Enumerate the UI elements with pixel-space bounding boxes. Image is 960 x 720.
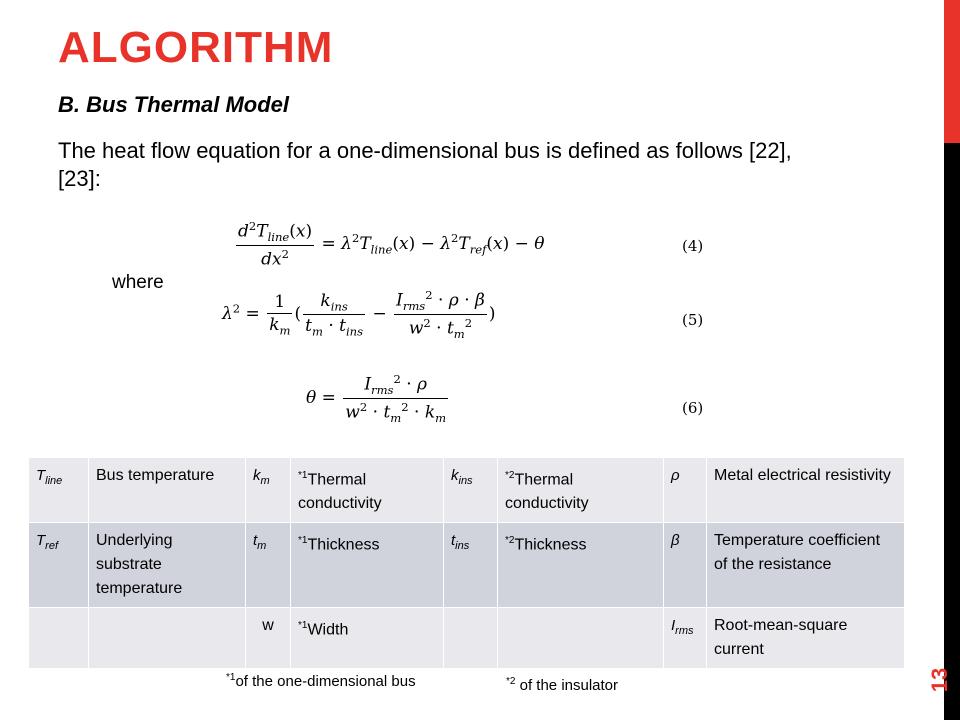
table-row xyxy=(29,523,905,608)
table-cell: $T_{line}$ xyxy=(29,458,89,523)
table-cell xyxy=(498,608,664,669)
table-cell: $^{*2}$Thickness xyxy=(498,523,664,608)
table-cell: β xyxy=(664,523,707,608)
equation-5-number: (5) xyxy=(682,311,704,329)
equation-4: $\frac{d^2T_{line}(x)}{dx^2}$ = $\lambda^2T_{line}(x) - \lambda^2T_{ref}(x) - \theta$ xyxy=(238,219,545,270)
table-cell: Bus temperature xyxy=(89,458,246,523)
table-cell: $I_{rms}$ xyxy=(664,608,707,669)
slide-title: ALGORITHM xyxy=(58,23,334,72)
table-cell xyxy=(89,608,246,669)
equation-6-number: (6) xyxy=(682,399,704,417)
table-cell: Metal electrical resistivity xyxy=(707,458,905,523)
table-cell: $^{*1}$Width xyxy=(291,608,444,669)
table-cell: w xyxy=(246,608,291,669)
table-cell: $t_{ins}$ xyxy=(444,523,498,608)
table-cell: Root-mean-square current xyxy=(707,608,905,669)
table-cell xyxy=(29,608,89,669)
table-cell xyxy=(444,608,498,669)
table-cell: Underlying substrate temperature xyxy=(89,523,246,608)
equation-5: $\lambda^2$ = $\frac{1}{k_m}$ ( $\frac{k_{ins}}{t_m \cdot t_{ins}}$ − $\frac{I_{rms}^2 \cdot \rho \cdot \beta}{w^2 \cdot t_m^2}$ ) xyxy=(222,288,496,342)
footnote-1: $^{*1}$of the one-dimensional bus xyxy=(226,672,416,690)
right-accent-red xyxy=(944,0,960,143)
table-row xyxy=(29,458,905,523)
intro-paragraph: The heat flow equation for a one-dimensional bus is defined as follows [22], [23]: xyxy=(58,138,792,191)
table-cell: $^{*1}$Thickness xyxy=(291,523,444,608)
variable-table xyxy=(28,457,905,669)
table-cell: $t_m$ xyxy=(246,523,291,608)
footnote-2: $^{*2}$ of the insulator xyxy=(506,676,619,694)
table-cell: ρ xyxy=(664,458,707,523)
table-row xyxy=(29,608,905,669)
table-cell: Temperature coefficient of the resistance xyxy=(707,523,905,608)
table-cell: $^{*1}$Thermal conductivity xyxy=(291,458,444,523)
table-cell: $^{*2}$Thermal conductivity xyxy=(498,458,664,523)
table-cell: $k_m$ xyxy=(246,458,291,523)
page-number: 13 xyxy=(926,667,952,693)
equation-6: θ = $\frac{I_{rms}^2 \cdot \rho}{w^2 \cdot t_m^2 \cdot k_m}$ xyxy=(306,372,447,426)
right-accent-bar xyxy=(944,0,960,720)
section-heading: B. Bus Thermal Model xyxy=(58,92,290,117)
equation-4-number: (4) xyxy=(682,237,704,255)
table-cell: $T_{ref}$ xyxy=(29,523,89,608)
table-cell: $k_{ins}$ xyxy=(444,458,498,523)
where-label: where xyxy=(112,272,164,293)
